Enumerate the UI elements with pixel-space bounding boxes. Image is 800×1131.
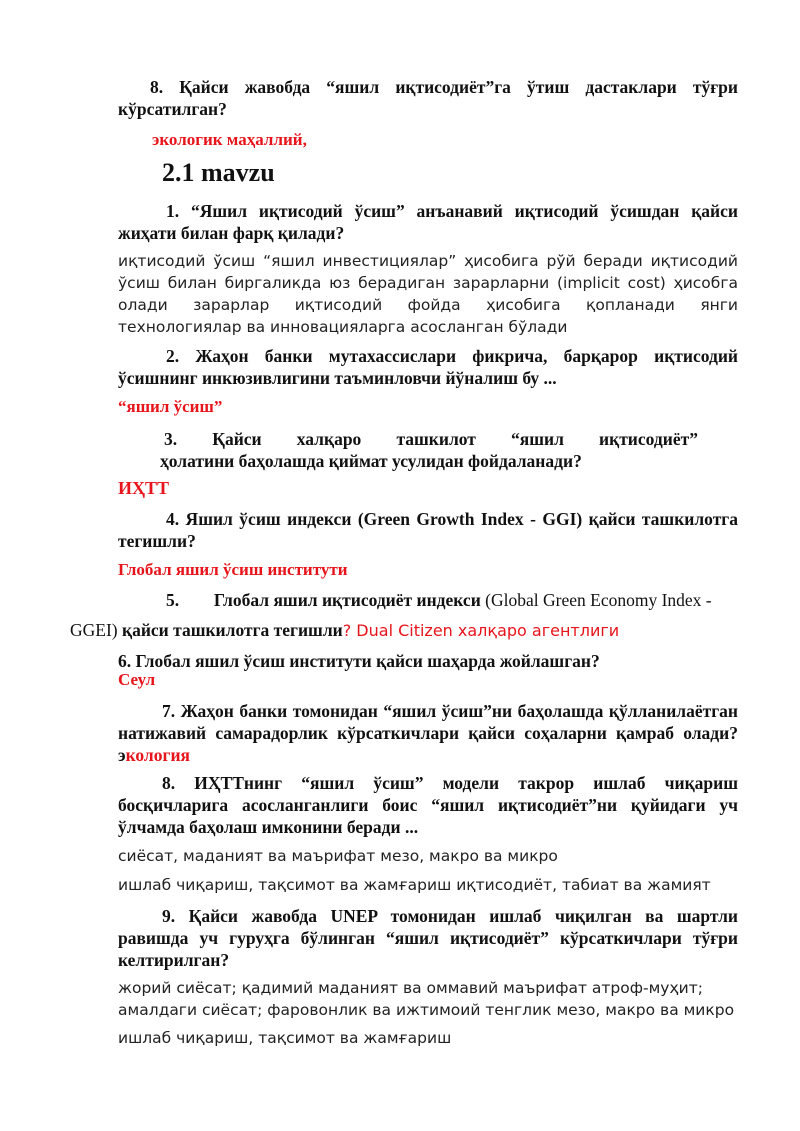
question-6: 6. Глобал яшил ўсиш институти қайси шаҳарда жойлашган? — [118, 651, 600, 671]
answer-8-prev: экологик маҳаллий, — [152, 130, 307, 149]
answer-2: “яшил ўсиш” — [118, 397, 223, 416]
section-title: 2.1 mavzu — [162, 158, 275, 187]
answer-5: ? Dual Citizen халқаро агентлиги — [342, 621, 620, 640]
q3-word: Қайси — [212, 429, 262, 449]
q5-normal-text: (Global Green Economy Index - — [480, 590, 712, 610]
q3-word: 3. — [164, 429, 178, 449]
question-2: 2. Жаҳон банки мутахассислари фикрича, барқарор иқтисодий ўсишнинг инкюзивлигини таъминловчи йўналиш бу ... — [118, 346, 738, 388]
q5-number: 5. — [166, 590, 180, 610]
q5-line2-normal: GGEI) — [70, 620, 122, 640]
question-7 — [118, 700, 738, 766]
q3-word: халқаро — [296, 429, 362, 449]
q3-word: ташкилот — [396, 429, 476, 449]
question-9: 9. Қайси жавобда UNEP томонидан ишлаб чиқилган ва шартли равишда уч гуруҳга бўлинган “яшил иқтисодиёт” кўрсаткичлари тўғри келтирилган? — [118, 906, 738, 970]
question-5-line1 — [166, 589, 712, 611]
question-8-prev: 8. Қайси жавобда “яшил иқтисодиёт”га ўтиш дастаклари тўғри кўрсатилган? — [118, 77, 738, 119]
answer-9-line1: жорий сиёсат; қадимий маданият ва оммавий маърифат атроф-муҳит; — [118, 979, 703, 997]
answer-9-line3: ишлаб чиқариш, тақсимот ва жамғариш — [118, 1029, 452, 1047]
question-3-line2: ҳолатини баҳолашда қиймат усулидан фойдаланади? — [160, 451, 582, 471]
question-4: 4. Яшил ўсиш индекси (Green Growth Index - GGI) қайси ташкилотга тегишли? — [118, 509, 738, 551]
answer-3: ИҲТТ — [118, 478, 170, 498]
question-1: 1. “Яшил иқтисодий ўсиш” анъанавий иқтисодий ўсишдан қайси жиҳати билан фарқ қилади? — [118, 201, 738, 243]
answer-8-line1: сиёсат, маданият ва маърифат мезо, макро ва микро — [118, 847, 558, 865]
answer-6: Сеул — [118, 670, 156, 689]
q5-bold-title: Глобал яшил иқтисодиёт индекси — [213, 590, 481, 610]
q3-word: иқтисодиёт” — [599, 429, 698, 449]
answer-8-line2: ишлаб чиқариш, тақсимот ва жамғариш иқтисодиёт, табиат ва жамият — [118, 876, 711, 894]
q5-bold-question: қайси ташкилотга тегишли — [122, 620, 343, 640]
q3-word: “яшил — [511, 429, 564, 449]
question-5-line2 — [70, 619, 619, 642]
question-3-line1 — [164, 428, 698, 450]
answer-9-line2: амалдаги сиёсат; фаровонлик ва ижтимоий тенглик мезо, макро ва микро — [118, 1001, 735, 1019]
question-8: 8. ИҲТТнинг “яшил ўсиш” модели такрор ишлаб чиқариш босқичларига асосланганлиги боис “яшил иқтисодиёт”ни қуйидаги уч ўлчамда баҳолаш имконини беради ... — [118, 773, 738, 837]
answer-7: кология — [125, 745, 190, 765]
answer-4: Глобал яшил ўсиш институти — [118, 560, 348, 579]
answer-1: иқтисодий ўсиш “яшил инвестициялар” ҳисобига рўй беради иқтисодий ўсиш билан биргаликда юз берадиган зарарларни (implicit cost) ҳисобга олади зарарлар иқтисодий фойда ҳисобига қопланади янги технологиялар ва инновацияларга асосланган бўлади — [118, 252, 738, 336]
q7-text: 7. Жаҳон банки томонидан “яшил ўсиш”ни баҳолашда қўлланилаётган натижавий самарадорлик кўрсаткичлари қайси соҳаларни қамраб олади? э — [118, 701, 738, 765]
